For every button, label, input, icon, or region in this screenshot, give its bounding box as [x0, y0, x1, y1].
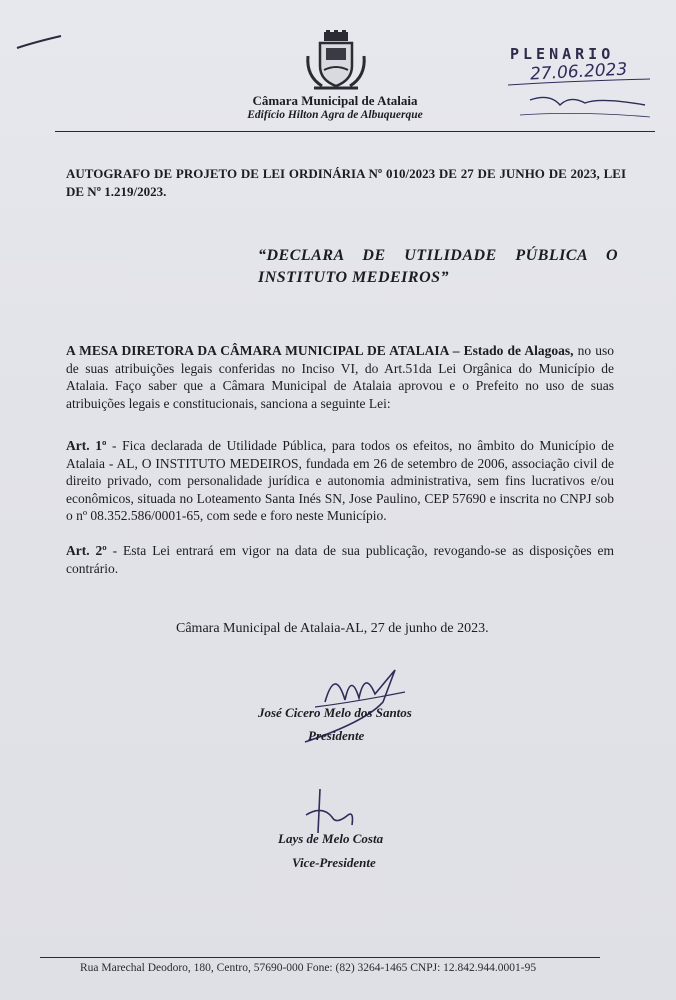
article-1 — [66, 437, 614, 525]
article-1-label: Art. 1º — [66, 438, 107, 453]
pen-mark — [15, 32, 65, 52]
intro-text: no uso de suas atribuições legais conferidas no Inciso VI, do Art.51da Lei Orgânica do Município de Atalaia. Faço saber que a Câmara Municipal de Atalaia aprovou e o Prefeito no uso de suas atribuições legais e constitucionais, sanciona a seguinte Lei: — [66, 343, 614, 411]
building-name: Edifício Hilton Agra de Albuquerque — [247, 109, 423, 121]
article-2-label: Art. 2º — [66, 543, 107, 558]
signatory-2-name: Lays de Melo Costa — [278, 831, 384, 846]
stamp-label: PLENARIO — [510, 45, 615, 63]
institution-name: Câmara Municipal de Atalaia — [252, 93, 418, 108]
article-2-text: - Esta Lei entrará em vigor na data de sua publicação, revogando-se as disposições em contrário. — [66, 543, 614, 576]
footer-divider — [40, 957, 600, 958]
signatory-1-role: Presidente — [308, 728, 365, 743]
municipal-crest-icon — [304, 30, 368, 92]
intro-lead: A MESA DIRETORA DA CÂMARA MUNICIPAL DE ATALAIA – Estado de Alagoas, — [66, 343, 574, 358]
signatory-1-name: José Cicero Melo dos Santos — [258, 705, 412, 720]
footer-address: Rua Marechal Deodoro, 180, Centro, 57690-000 Fone: (82) 3264-1465 CNPJ: 12.842.944.0001-95 — [80, 962, 537, 974]
place-and-date: Câmara Municipal de Atalaia-AL, 27 de junho de 2023. — [176, 621, 489, 636]
header-divider — [55, 131, 655, 132]
article-2 — [66, 542, 614, 577]
intro-paragraph — [66, 342, 614, 412]
signatory-2-role: Vice-Presidente — [292, 855, 376, 870]
document-title: AUTOGRAFO DE PROJETO DE LEI ORDINÁRIA Nº 010/2023 DE 27 DE JUNHO DE 2023, LEI DE Nº 1.219/2023. — [66, 166, 626, 199]
article-1-text: - Fica declarada de Utilidade Pública, para todos os efeitos, no âmbito do Município de Atalaia - AL, O INSTITUTO MEDEIROS, fundada em 26 de setembro de 2006, associação civil de direito privado, com personalidade jurídica e autonomia administrativa, sem fins lucrativos e/ou econômicos, situada no Loteamento Santa Inés SN, Jose Paulino, CEP 57690 e inscrita no CNPJ sob o nº 08.352.586/0001-65, com sede e foro neste Município. — [66, 438, 615, 523]
document-ementa: “DECLARA DE UTILIDADE PÚBLICA O INSTITUTO MEDEIROS” — [258, 247, 618, 286]
stamp-date: 27.06.2023 — [529, 59, 628, 85]
